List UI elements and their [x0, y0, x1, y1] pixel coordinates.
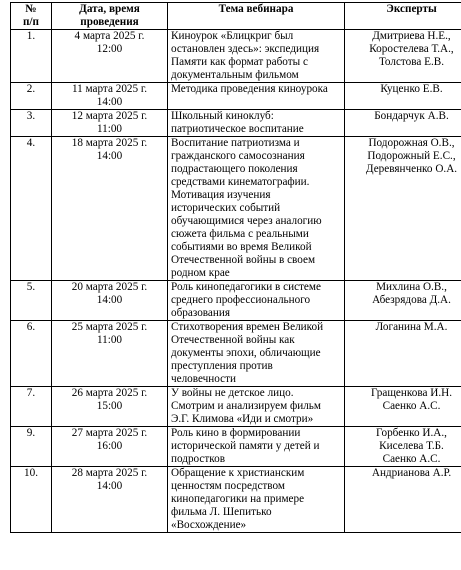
- row-experts: Горбенко И.А., Киселева Т.Б. Саенко А.С.: [345, 427, 461, 467]
- row-experts: Бондарчук А.В.: [345, 110, 461, 137]
- table-row: [11, 137, 461, 281]
- row-number: 1.: [11, 30, 52, 83]
- row-experts: Андрианова А.Р.: [345, 467, 461, 533]
- row-number: 10.: [11, 467, 52, 533]
- table-row: [11, 83, 461, 110]
- row-date: 27 марта 2025 г. 16:00: [52, 427, 168, 467]
- row-topic: Обращение к христианским ценностям посредством кинопедагогики на примере фильма Л. Шепитько «Восхождение»: [168, 467, 345, 533]
- row-experts: Михлина О.В., Абезрядова Д.А.: [345, 281, 461, 321]
- row-topic: Стихотворения времен Великой Отечественной войны как документы эпохи, обличающие преступления против человечности: [168, 321, 345, 387]
- header-topic: Тема вебинара: [168, 3, 345, 30]
- row-number: 4.: [11, 137, 52, 281]
- table-row: [11, 387, 461, 427]
- row-topic: Школьный киноклуб: патриотическое воспитание: [168, 110, 345, 137]
- row-date: 12 марта 2025 г. 11:00: [52, 110, 168, 137]
- row-date: 11 марта 2025 г. 14:00: [52, 83, 168, 110]
- row-experts: Гращенкова И.Н. Саенко А.С.: [345, 387, 461, 427]
- row-number: 9.: [11, 427, 52, 467]
- row-number: 6.: [11, 321, 52, 387]
- row-topic: Роль кино в формировании исторической памяти у детей и подростков: [168, 427, 345, 467]
- table-row: [11, 427, 461, 467]
- row-experts: Дмитриева Н.Е., Коростелева Т.А., Толстова Е.В.: [345, 30, 461, 83]
- row-topic: Методика проведения киноурока: [168, 83, 345, 110]
- row-date: 18 марта 2025 г. 14:00: [52, 137, 168, 281]
- table-row: [11, 321, 461, 387]
- header-date: Дата, время проведения: [52, 3, 168, 30]
- row-topic: Воспитание патриотизма и гражданского самосознания подрастающего поколения средствами кинематографии. Мотивация изучения исторических событий обучающимися через аналогию сюжета фильма с реальными событиями во время Великой Отечественной войны в своем родном крае: [168, 137, 345, 281]
- row-topic: Киноурок «Блицкриг был остановлен здесь»: экспедиция Памяти как формат работы с документальным фильмом: [168, 30, 345, 83]
- row-number: 2.: [11, 83, 52, 110]
- header-num: № п/п: [11, 3, 52, 30]
- table-row: [11, 30, 461, 83]
- row-experts: Куценко Е.В.: [345, 83, 461, 110]
- webinar-schedule-table: [10, 2, 461, 533]
- row-date: 28 марта 2025 г. 14:00: [52, 467, 168, 533]
- table-row: [11, 110, 461, 137]
- row-experts: Подорожная О.В., Подорожный Е.С., Деревянченко О.А.: [345, 137, 461, 281]
- table-row: [11, 467, 461, 533]
- row-topic: Роль кинопедагогики в системе среднего профессионального образования: [168, 281, 345, 321]
- row-number: 5.: [11, 281, 52, 321]
- row-experts: Логанина М.А.: [345, 321, 461, 387]
- row-topic: У войны не детское лицо. Смотрим и анализируем фильм Э.Г. Климова «Иди и смотри»: [168, 387, 345, 427]
- row-date: 25 марта 2025 г. 11:00: [52, 321, 168, 387]
- row-date: 20 марта 2025 г. 14:00: [52, 281, 168, 321]
- row-number: 7.: [11, 387, 52, 427]
- table-row: [11, 281, 461, 321]
- row-date: 4 марта 2025 г. 12:00: [52, 30, 168, 83]
- row-date: 26 марта 2025 г. 15:00: [52, 387, 168, 427]
- table-header-row: [11, 3, 461, 30]
- header-experts: Эксперты: [345, 3, 461, 30]
- row-number: 3.: [11, 110, 52, 137]
